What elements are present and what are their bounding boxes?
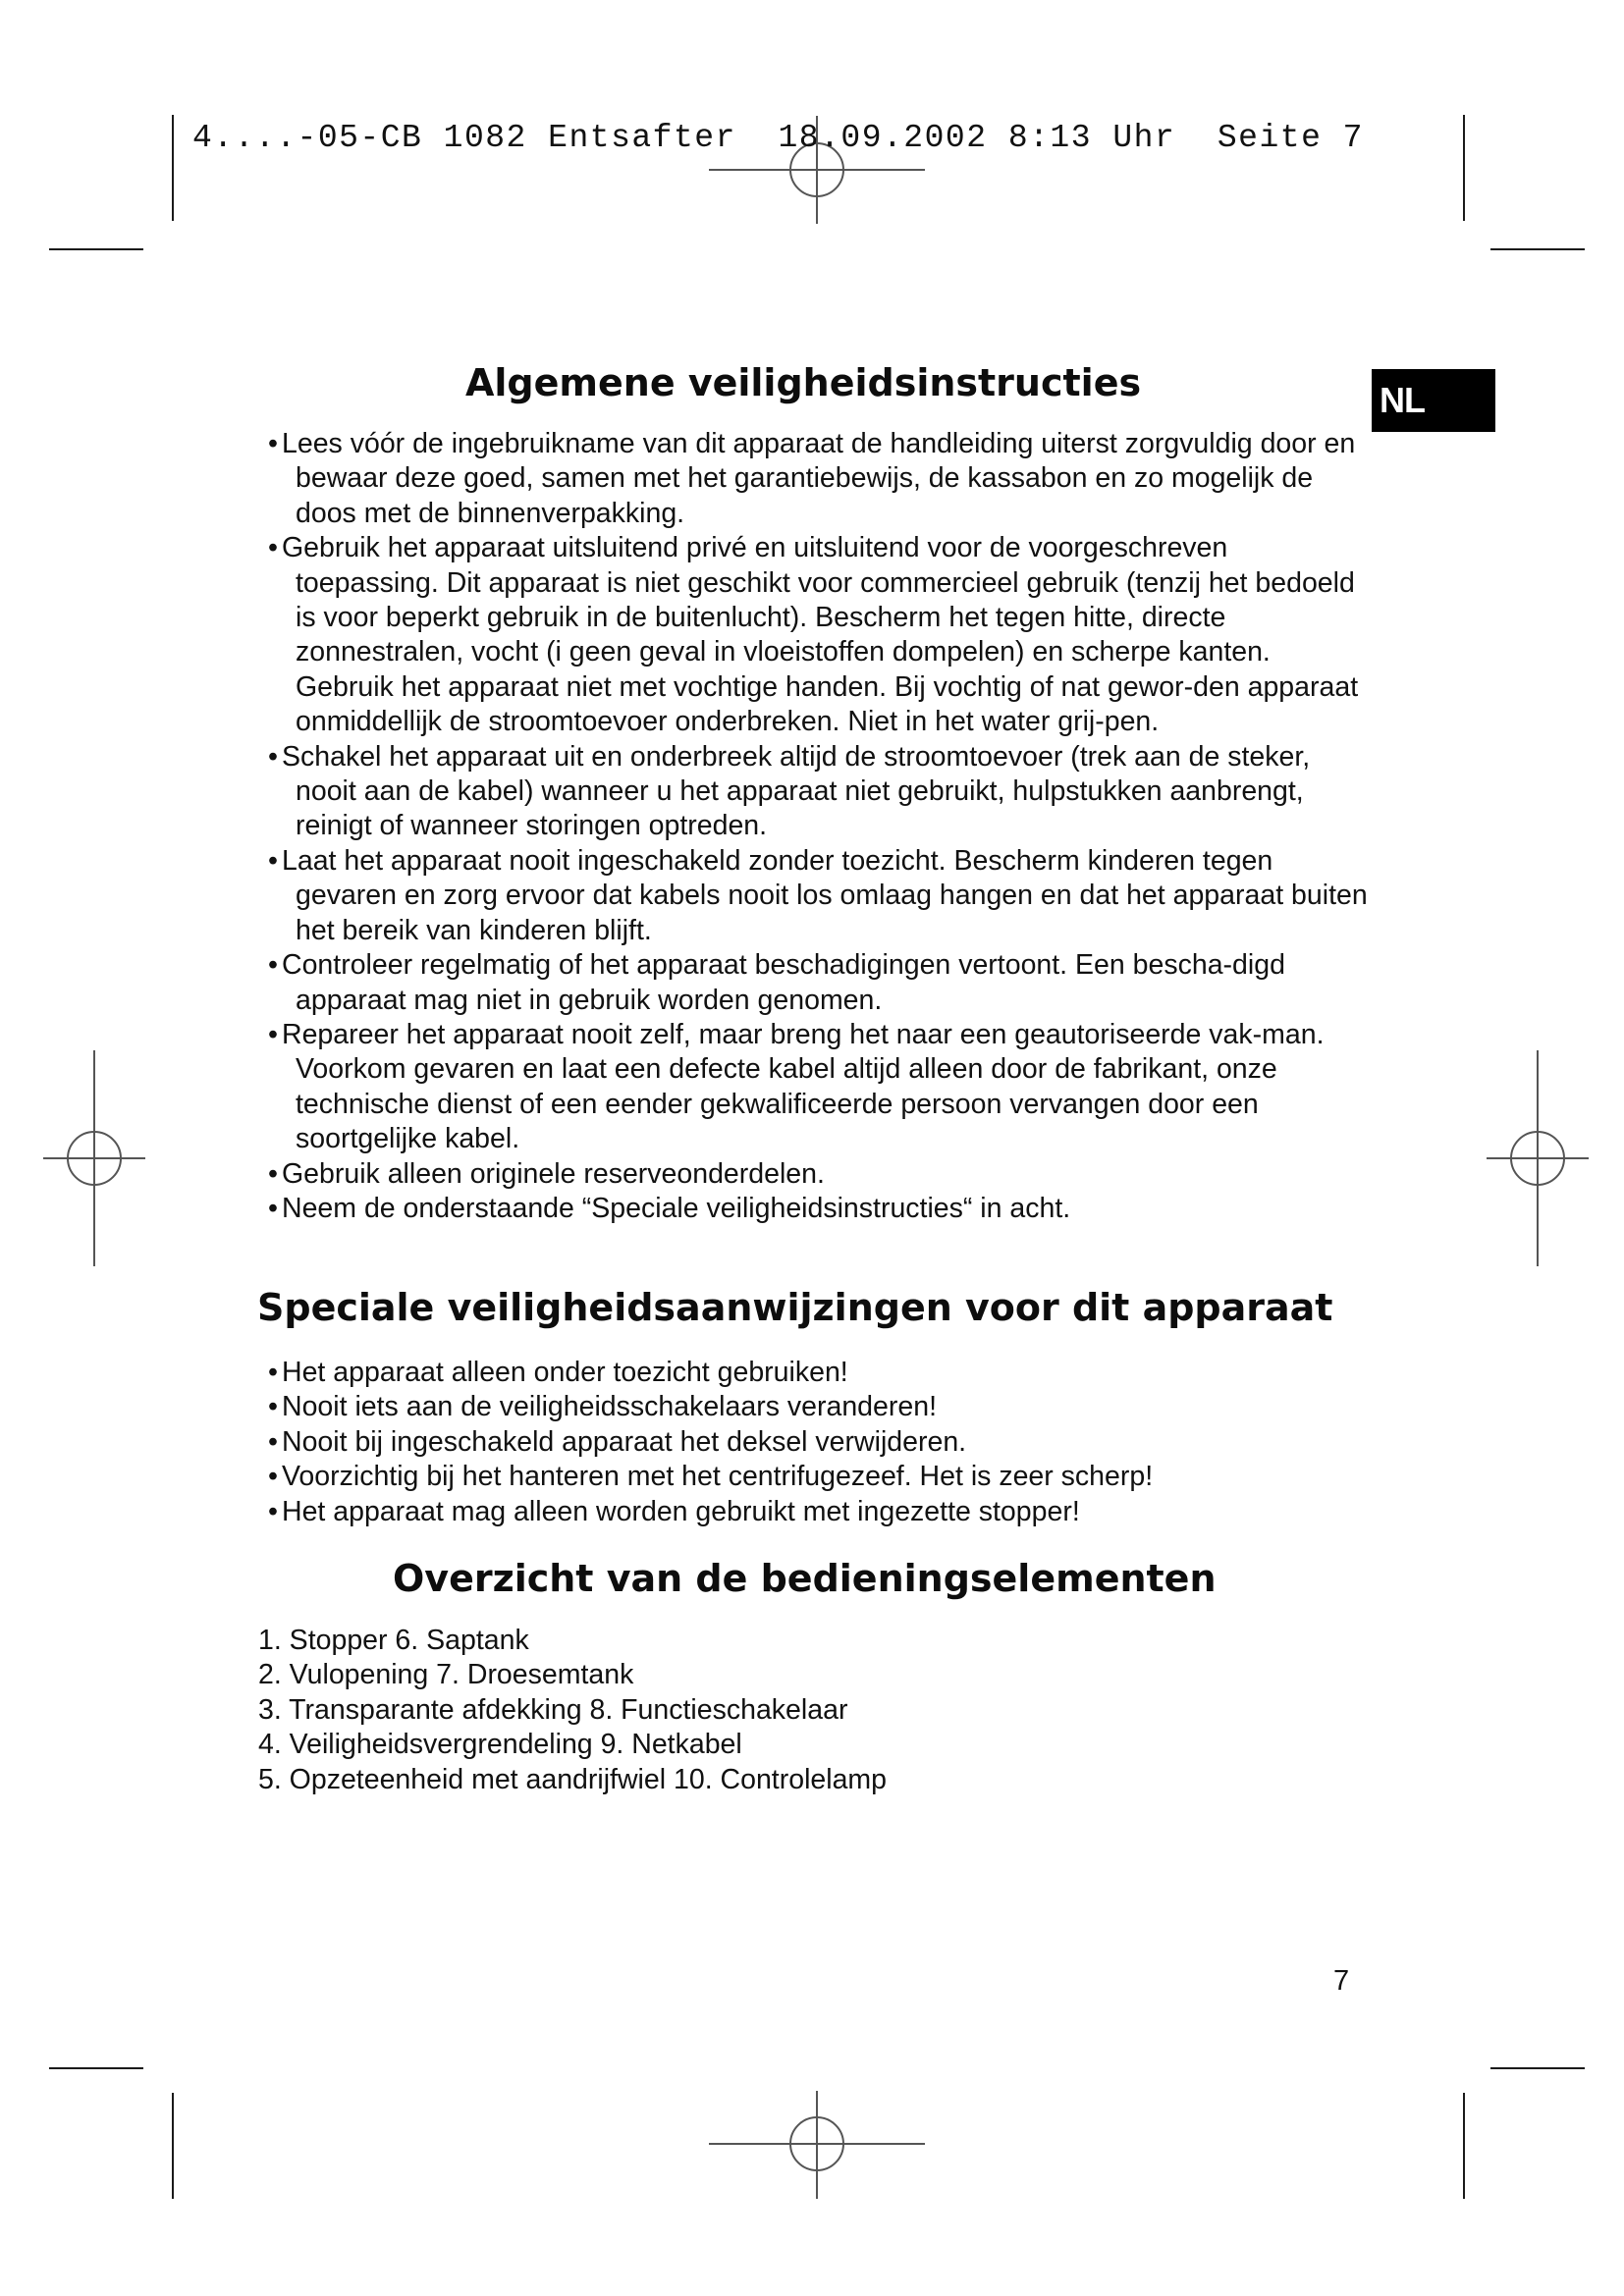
crop-mark-bottom-left-vertical — [172, 2093, 174, 2199]
list-item: 4. Veiligheidsvergrendeling 9. Netkabel — [258, 1729, 742, 1761]
list-item: • Nooit bij ingeschakeld apparaat het deksel verwijderen. — [254, 1425, 1374, 1460]
list-item: • Voorzichtig bij het hanteren met het centrifugezeef. Het is zeer scherp! — [254, 1460, 1374, 1494]
registration-mark-right-icon — [1487, 1050, 1589, 1266]
crop-mark-bottom-right-horizontal — [1490, 2067, 1585, 2069]
crop-mark-bottom-right-vertical — [1463, 2093, 1465, 2199]
list-item: 3. Transparante afdekking 8. Functieschakelaar — [258, 1693, 848, 1726]
list-item: • Repareer het apparaat nooit zelf, maar breng het naar een geautoriseerde vak-man. Voorkom gevaren en laat een defecte kabel altijd alleen door de fabrikant, onze technische dienst of een eender gekwalificeerde persoon vervangen door een soortgelijke kabel. — [254, 1018, 1374, 1157]
list-item: • Het apparaat mag alleen worden gebruikt met ingezette stopper! — [254, 1495, 1374, 1529]
list-item: • Laat het apparaat nooit ingeschakeld zonder toezicht. Bescherm kinderen tegen gevaren en zorg ervoor dat kabels nooit los omlaag hangen en dat het apparaat buiten het bereik van kinderen blijft. — [254, 844, 1374, 948]
registration-mark-bottom-icon — [709, 2091, 925, 2199]
list-item: • Het apparaat alleen onder toezicht gebruiken! — [254, 1356, 1374, 1390]
list-item: 1. Stopper 6. Saptank — [258, 1625, 529, 1656]
print-slug-line: 4....-05-CB 1082 Entsafter 18.09.2002 8:13 Uhr Seite 7 — [192, 120, 1364, 156]
list-item: • Controleer regelmatig of het apparaat beschadigingen vertoont. Een bescha-digd apparaat mag niet in gebruik worden genomen. — [254, 948, 1374, 1018]
general-safety-list — [254, 427, 1374, 1226]
crop-mark-top-right-horizontal — [1490, 248, 1585, 250]
controls-overview-list — [258, 1624, 1378, 1797]
list-item: 5. Opzeteenheid met aandrijfwiel 10. Controlelamp — [258, 1763, 888, 1795]
crop-mark-top-left-vertical — [172, 115, 174, 221]
list-item: • Lees vóór de ingebruikname van dit apparaat de handleiding uiterst zorgvuldig door en bewaar deze goed, samen met het garantiebewijs, de kassabon en zo mogelijk de doos met de binnenverpakking. — [254, 427, 1374, 531]
section-title-controls-overview: Overzicht van de bedieningselementen — [393, 1557, 1217, 1600]
page-number: 7 — [1333, 1965, 1350, 1997]
section-title-special-safety: Speciale veiligheidsaanwijzingen voor dit apparaat — [257, 1286, 1333, 1329]
list-item: • Schakel het apparaat uit en onderbreek altijd de stroomtoevoer (trek aan de steker, nooit aan de kabel) wanneer u het apparaat niet gebruikt, hulpstukken aanbrengt, reinigt of wanneer storingen optreden. — [254, 740, 1374, 844]
special-safety-list — [254, 1356, 1374, 1529]
list-item: 2. Vulopening 7. Droesemtank — [258, 1659, 634, 1691]
crop-mark-bottom-left-horizontal — [49, 2067, 143, 2069]
language-tab: NL — [1372, 369, 1495, 432]
section-title-general-safety: Algemene veiligheidsinstructies — [465, 361, 1142, 404]
list-item: • Neem de onderstaande “Speciale veiligheidsinstructies“ in acht. — [254, 1192, 1374, 1226]
crop-mark-top-left-horizontal — [49, 248, 143, 250]
list-item: • Gebruik alleen originele reserveonderdelen. — [254, 1157, 1374, 1192]
registration-mark-left-icon — [43, 1050, 145, 1266]
list-item: • Gebruik het apparaat uitsluitend privé en uitsluitend voor de voorgeschreven toepassing. Dit apparaat is niet geschikt voor commercieel gebruik (tenzij het bedoeld is voor beperkt gebruik in de buitenlucht). Bescherm het tegen hitte, directe zonnestralen, vocht (i geen geval in vloeistoffen dompelen) en scherpe kanten. Gebruik het apparaat niet met vochtige handen. Bij vochtig of nat gewor-den apparaat onmiddellijk de stroomtoevoer onderbreken. Niet in het water grij-pen. — [254, 531, 1374, 739]
crop-mark-top-right-vertical — [1463, 115, 1465, 221]
list-item: • Nooit iets aan de veiligheidsschakelaars veranderen! — [254, 1390, 1374, 1424]
